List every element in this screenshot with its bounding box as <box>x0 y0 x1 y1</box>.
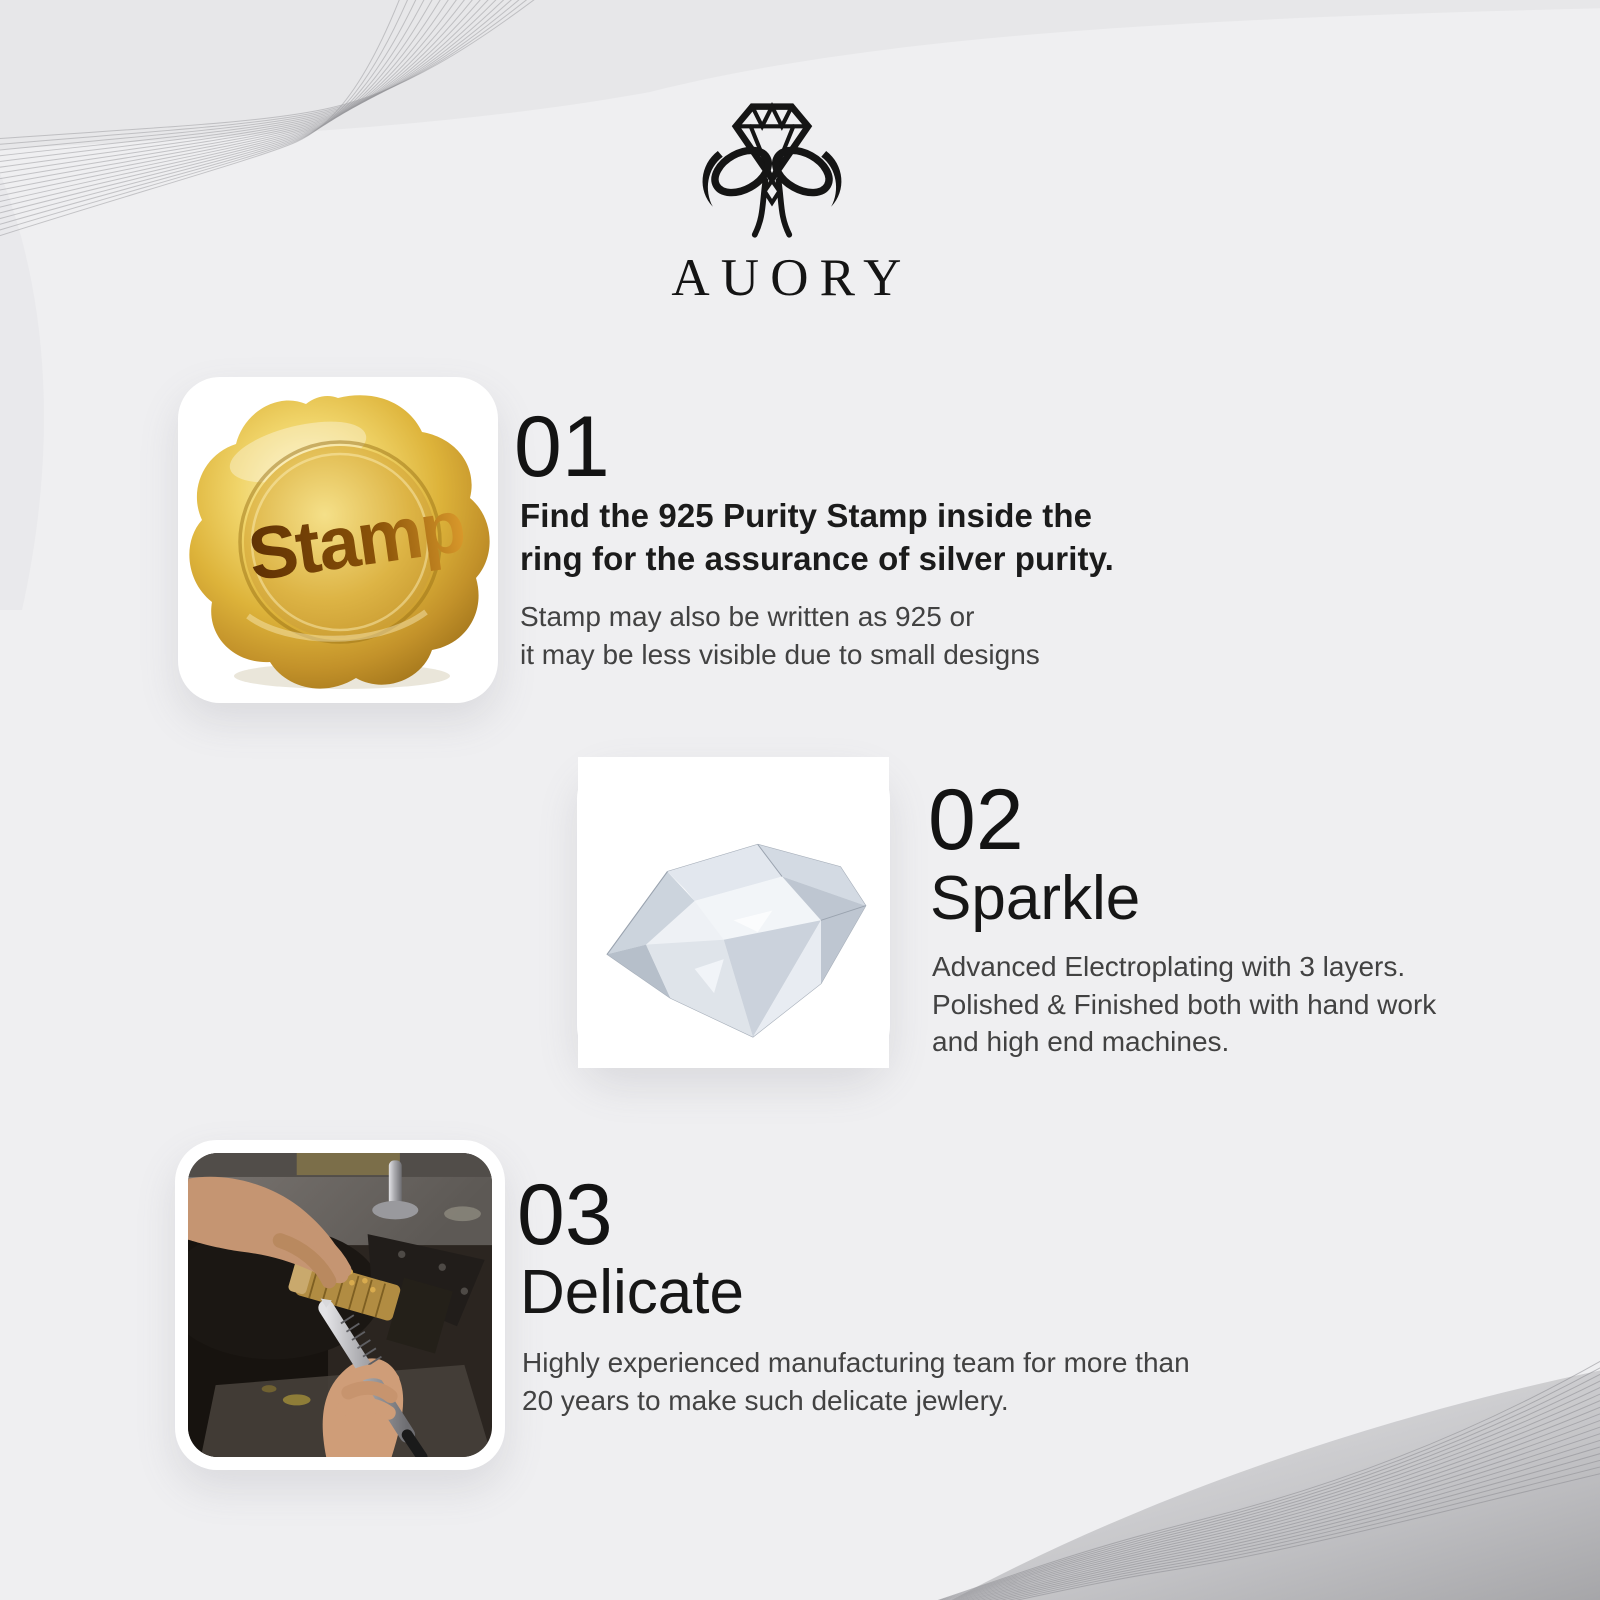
step-3-body-line2: 20 years to make such delicate jewlery. <box>522 1384 1009 1416</box>
step-2-body <box>932 948 1436 1061</box>
step-1-heading <box>520 494 1114 580</box>
step-2-body-line2: Polished & Finished both with hand work <box>932 988 1437 1020</box>
jeweler-hands-photo <box>188 1153 492 1457</box>
step-1-card <box>178 377 498 703</box>
gold-wax-seal-illustration <box>178 377 498 703</box>
brand-name: AUORY <box>671 249 913 307</box>
step-1-heading-line2: ring for the assurance of silver purity. <box>520 540 1114 577</box>
step-1-note <box>520 598 1040 673</box>
step-2-card <box>577 757 890 1068</box>
step-1-heading-line1: Find the 925 Purity Stamp inside the <box>520 497 1093 534</box>
seal-label: Stamp <box>243 484 469 597</box>
step-3-body <box>522 1344 1190 1419</box>
step-3-number: 03 <box>517 1167 613 1263</box>
step-1-note-line1: Stamp may also be written as 925 or <box>520 601 975 632</box>
step-2-title: Sparkle <box>930 864 1141 933</box>
step-2-body-line3: and high end machines. <box>932 1026 1230 1057</box>
step-3-card <box>175 1140 505 1470</box>
step-1-number: 01 <box>514 399 610 495</box>
diamond-illustration <box>577 757 890 1068</box>
diamond-flourish-icon <box>688 82 856 238</box>
step-2-body-line1: Advanced Electroplating with 3 layers. <box>932 951 1406 982</box>
step-1-note-line2: it may be less visible due to small designs <box>520 638 1040 670</box>
step-3-body-line1: Highly experienced manufacturing team for more than <box>522 1347 1190 1378</box>
step-2-number: 02 <box>928 772 1024 868</box>
step-3-title: Delicate <box>520 1258 744 1327</box>
